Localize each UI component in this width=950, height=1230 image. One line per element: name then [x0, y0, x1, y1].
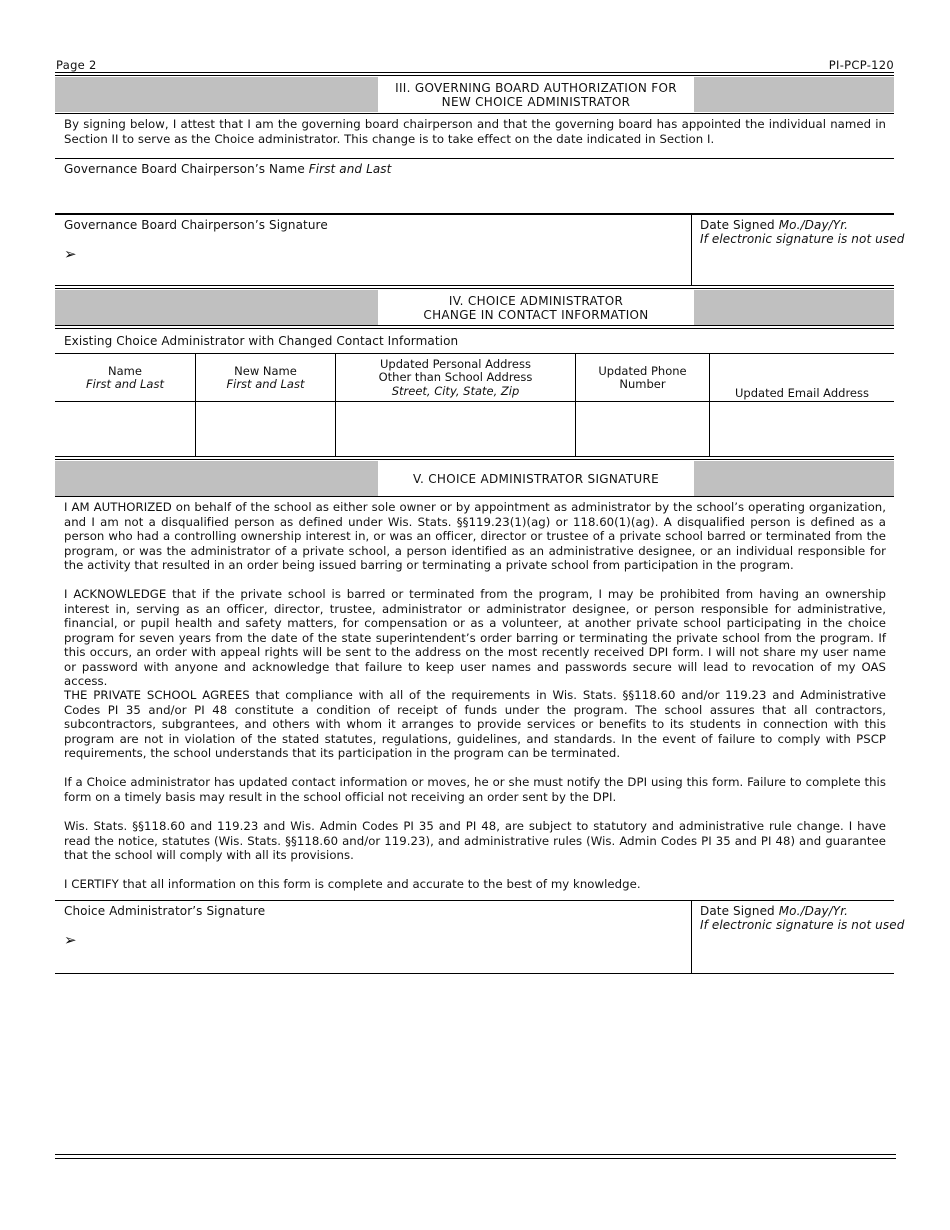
acknowledge-paragraph: I ACKNOWLEDGE that if the private school is barred or terminated from the program, I may be prohibited from having an ownership interest in, serving as an officer, director, trustee, administrator or administrator designee, or person responsible for administrative, financial, or pupil health and safety matters, for compensation or as a volunteer, at another private school participating in the choice program for seven years from the date of the state superintendent’s order barring or terminating the private school from the program. If this occurs, an order with appeal rights will be sent to the address on the most recently received DPI form. I will not share my user name or password with anyone and acknowledge that failure to keep user names and passwords secure will lead to revocation of my OAS access. [64, 587, 886, 688]
section-5-header [55, 461, 894, 496]
agrees-paragraph: THE PRIVATE SCHOOL AGREES that compliance with all of the requirements in Wis. Stats. §§118.60 and/or 119.23 and Administrative Codes PI 35 and/or PI 48 constitute a condition of receipt of funds under the program. The school assures that all contractors, subcontractors, subgrantees, and others with whom it arranges to provide services or benefits to its students in connection with this program are not in violation of the stated statutes, regulations, guidelines, and standards. In the event of failure to comply with PSCP requirements, the school understands that its participation in the program can be terminated. [64, 688, 886, 760]
chairperson-name-label: Governance Board Chairperson’s Name First and Last [64, 162, 392, 176]
chairperson-date-label: Date Signed Mo./Day/Yr. If electronic signature is not used [700, 218, 905, 246]
col-header-email: Updated Email Address [735, 385, 869, 400]
administrator-date-field[interactable] [700, 937, 885, 969]
new-name-field[interactable] [196, 402, 335, 456]
col-header-name: Name First and Last [86, 363, 164, 391]
certify-paragraph: I CERTIFY that all information on this form is complete and accurate to the best of my knowledge. [64, 877, 641, 891]
signature-arrow-icon: ➢ [64, 245, 77, 263]
attestation-text: By signing below, I attest that I am the governing board chairperson and that the governing board has appointed the individual named in Section II to serve as the Choice administrator. This change is to take effect on the date indicated in Section I. [64, 117, 886, 146]
footer-rule [55, 1154, 896, 1159]
contact-update-paragraph: If a Choice administrator has updated contact information or moves, he or she must notify the DPI using this form. Failure to complete this form on a timely basis may result in the school official not receiving an order sent by the DPI. [64, 775, 886, 804]
administrator-signature-field[interactable] [90, 926, 680, 966]
section-4-header [55, 290, 894, 325]
page-number: Page 2 [56, 58, 97, 72]
col-header-address: Updated Personal Address Other than School Address Street, City, State, Zip [378, 356, 533, 398]
section-3-header [55, 77, 894, 112]
chairperson-signature-label: Governance Board Chairperson’s Signature [64, 218, 328, 232]
name-field[interactable] [56, 402, 195, 456]
administrator-signature-label: Choice Administrator’s Signature [64, 904, 266, 918]
section-4-title: IV. CHOICE ADMINISTRATOR CHANGE IN CONTACT INFORMATION [378, 290, 694, 325]
phone-field[interactable] [576, 402, 709, 456]
signature-arrow-icon: ➢ [64, 931, 77, 949]
section-4-subheading: Existing Choice Administrator with Changed Contact Information [64, 334, 459, 348]
section-3-top-rule [55, 72, 894, 76]
chairperson-signature-field[interactable] [90, 240, 680, 280]
chairperson-date-field[interactable] [700, 250, 885, 282]
section-5-title: V. CHOICE ADMINISTRATOR SIGNATURE [378, 461, 694, 496]
address-field[interactable] [336, 402, 575, 456]
chairperson-name-field[interactable] [64, 180, 684, 210]
administrator-date-label: Date Signed Mo./Day/Yr. If electronic signature is not used [700, 904, 905, 932]
section-3-title: III. GOVERNING BOARD AUTHORIZATION FOR NEW CHOICE ADMINISTRATOR [378, 77, 694, 112]
col-header-new-name: New Name First and Last [226, 363, 305, 391]
statutes-paragraph: Wis. Stats. §§118.60 and 119.23 and Wis. Admin Codes PI 35 and PI 48, are subject to statutory and administrative rule change. I have read the notice, statutes (Wis. Stats. §§118.60 and/or 119.23), and administrative rules (Wis. Admin Codes PI 35 and PI 48) and guarantee that the school will comply with all its provisions. [64, 819, 886, 862]
email-field[interactable] [710, 402, 894, 456]
col-header-phone: Updated Phone Number [598, 363, 687, 391]
form-id: PI-PCP-120 [828, 58, 894, 72]
authorized-paragraph: I AM AUTHORIZED on behalf of the school as either sole owner or by appointment as administrator by the school’s operating organization, and I am not a disqualified person as defined under Wis. Stats. §§119.23(1)(ag) or 118.60(1)(ag). A disqualified person is defined as a person who had a controlling ownership interest in, or was an officer, director or trustee of a private school barred or terminated from the program, or was the administrator of a private school, a person identified as an administrative designee, or an individual responsible for the activity that resulted in an order being issued barring or terminating a private school from participation in the program. [64, 500, 886, 572]
